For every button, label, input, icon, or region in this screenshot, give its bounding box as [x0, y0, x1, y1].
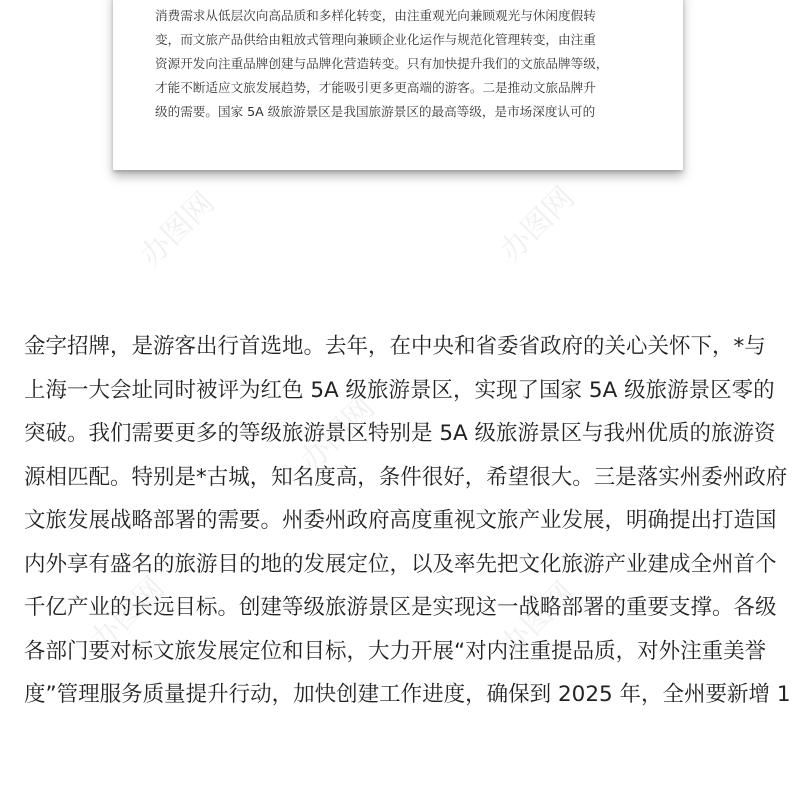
paragraph-line: 度”管理服务质量提升行动，加快创建工作进度，确保到 2025 年，全州要新增 1 — [24, 682, 791, 707]
paragraph-line: 内外享有盛名的旅游目的地的发展定位，以及率先把文化旅游产业建成全州首个 — [24, 551, 777, 577]
paragraph-line: 各部门要对标文旅发展定位和目标，大力开展“对内注重提品质，对外注重美誉 — [24, 638, 767, 664]
preview-line: 级的需要。国家 5A 级旅游景区是我国旅游景区的最高等级，是市场深度认可的 — [155, 104, 596, 119]
watermark: 办图网 — [83, 570, 172, 659]
main-paragraph — [24, 325, 791, 717]
paragraph-line: 千亿产业的长远目标。创建等级旅游景区是实现这一战略部署的重要支撑。各级 — [24, 595, 777, 620]
watermark: 办图网 — [493, 180, 582, 269]
watermark: 办图网 — [133, 185, 222, 274]
preview-paragraph — [155, 4, 665, 124]
paragraph-line: 突破。我们需要更多的等级旅游景区特别是 5A 级旅游景区与我州优质的旅游资 — [24, 421, 776, 446]
watermark: 办图网 — [493, 575, 582, 664]
document-preview-card — [113, 0, 683, 170]
paragraph-line: 金字招牌，是游客出行首选地。去年，在中央和省委省政府的关心关怀下，*与 — [24, 334, 766, 359]
paragraph-line: 源相匹配。特别是*古城，知名度高，条件很好，希望很大。三是落实州委州政府 — [24, 464, 788, 490]
watermark: 办图网 — [293, 390, 382, 479]
paragraph-line: 上海一大会址同时被评为红色 5A 级旅游景区，实现了国家 5A 级旅游景区零的 — [24, 377, 775, 403]
paragraph-line: 文旅发展战略部署的需要。州委州政府高度重视文旅产业发展，明确提出打造国 — [24, 508, 777, 533]
preview-line: 消费需求从低层次向高品质和多样化转变，由注重观光向兼顾观光与休闲度假转 — [155, 8, 596, 23]
preview-line: 资源开发向注重品牌创建与品牌化营造转变。只有加快提升我们的文旅品牌等级， — [155, 56, 609, 71]
preview-line: 变，而文旅产品供给由粗放式管理向兼顾企业化运作与规范化管理转变，由注重 — [155, 32, 596, 47]
preview-line: 才能不断适应文旅发展趋势，才能吸引更多更高端的游客。二是推动文旅品牌升 — [155, 80, 596, 95]
